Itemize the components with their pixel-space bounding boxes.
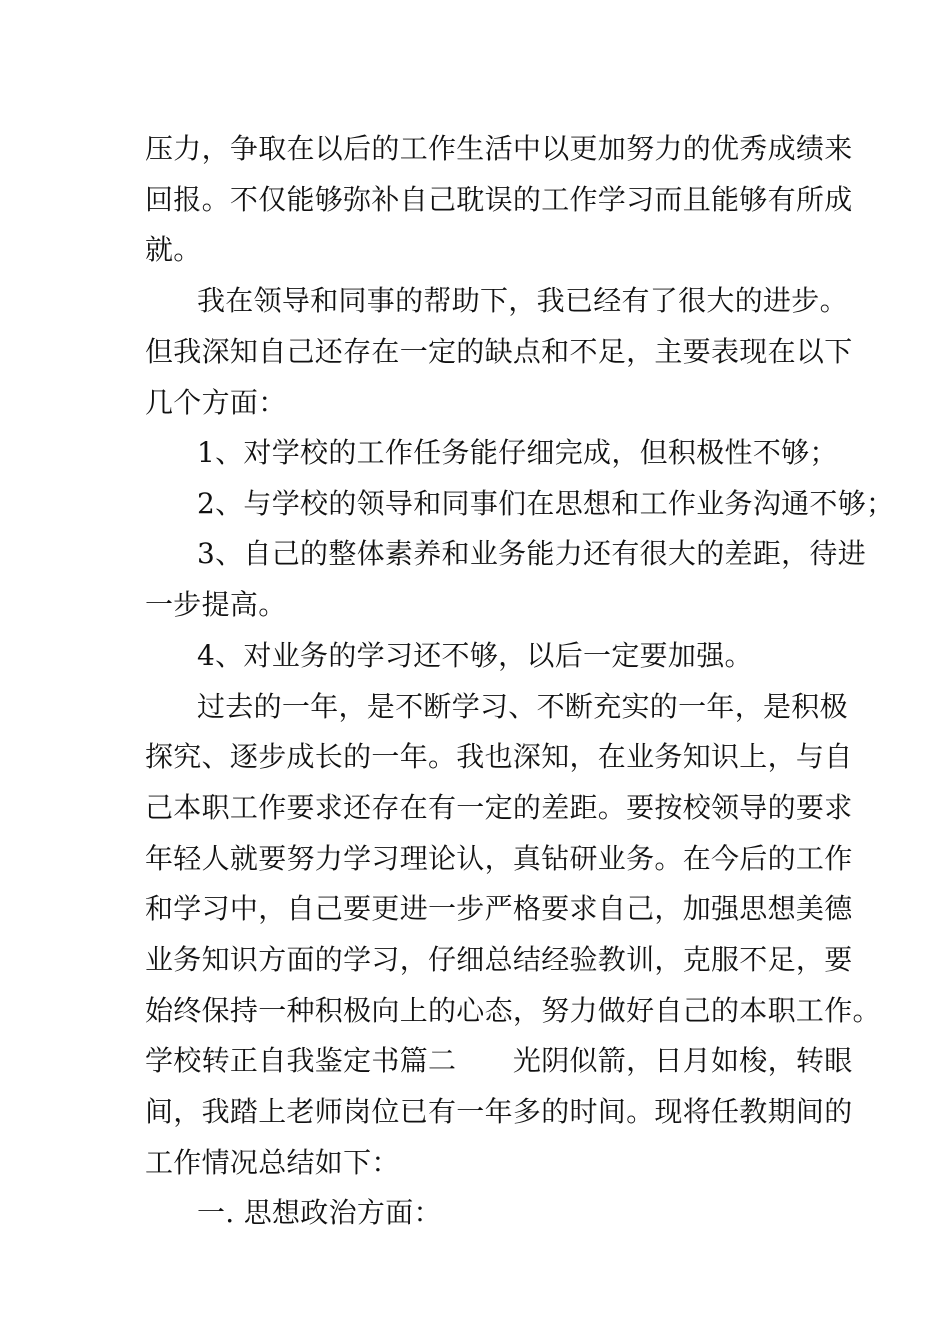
text-line: 就。 — [145, 233, 202, 266]
text-line: 我在领导和同事的帮助下，我已经有了很大的进步。 — [197, 284, 848, 317]
text-line: 工作情况总结如下： — [145, 1146, 400, 1179]
text-line: 业务知识方面的学习，仔细总结经验教训，克服不足，要 — [145, 943, 853, 976]
list-item: 4、对业务的学习还不够，以后一定要加强。 — [197, 639, 753, 672]
text-line: 过去的一年，是不断学习、不断充实的一年，是积极 — [197, 690, 848, 723]
text-line: 几个方面： — [145, 386, 287, 419]
text-line: 压力，争取在以后的工作生活中以更加努力的优秀成绩来 — [145, 132, 853, 165]
text-line: 但我深知自己还存在一定的缺点和不足，主要表现在以下 — [145, 335, 853, 368]
list-item: 1、对学校的工作任务能仔细完成，但积极性不够； — [197, 436, 838, 469]
text-line: 己本职工作要求还存在有一定的差距。要按校领导的要求 — [145, 791, 853, 824]
section-title-line: 学校转正自我鉴定书篇二 光阴似箭，日月如梭，转眼 — [145, 1044, 853, 1077]
text-line: 一步提高。 — [145, 588, 287, 621]
text-line: 和学习中，自己要更进一步严格要求自己，加强思想美德 — [145, 892, 853, 925]
section-heading: 一. 思想政治方面： — [197, 1196, 442, 1229]
list-item: 3、自己的整体素养和业务能力还有很大的差距，待进 — [197, 537, 867, 570]
text-line: 探究、逐步成长的一年。我也深知，在业务知识上，与自 — [145, 740, 853, 773]
list-item: 2、与学校的领导和同事们在思想和工作业务沟通不够； — [197, 487, 895, 520]
text-line: 回报。不仅能够弥补自己耽误的工作学习而且能够有所成 — [145, 183, 853, 216]
text-line: 年轻人就要努力学习理论认，真钻研业务。在今后的工作 — [145, 842, 853, 875]
text-line: 间，我踏上老师岗位已有一年多的时间。现将任教期间的 — [145, 1095, 853, 1128]
text-line: 始终保持一种积极向上的心态，努力做好自己的本职工作。 — [145, 994, 881, 1027]
